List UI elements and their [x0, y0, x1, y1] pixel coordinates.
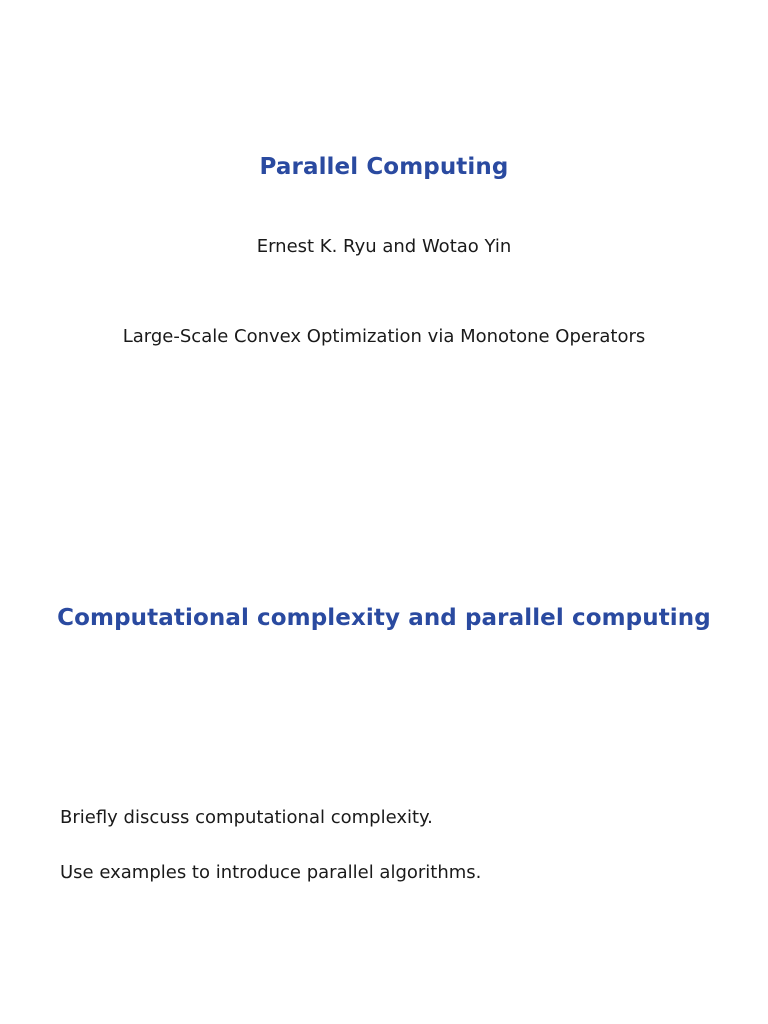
authors-line: Ernest K. Ryu and Wotao Yin [256, 236, 512, 257]
body-text-line: Briefly discuss computational complexity. [60, 807, 433, 828]
slide-title: Parallel Computing [259, 154, 509, 180]
body-text-line: Use examples to introduce parallel algorithms. [60, 862, 482, 883]
section-title: Computational complexity and parallel computing [57, 605, 711, 631]
content-slide [0, 512, 768, 1024]
book-title-line: Large-Scale Convex Optimization via Monotone Operators [122, 326, 646, 347]
